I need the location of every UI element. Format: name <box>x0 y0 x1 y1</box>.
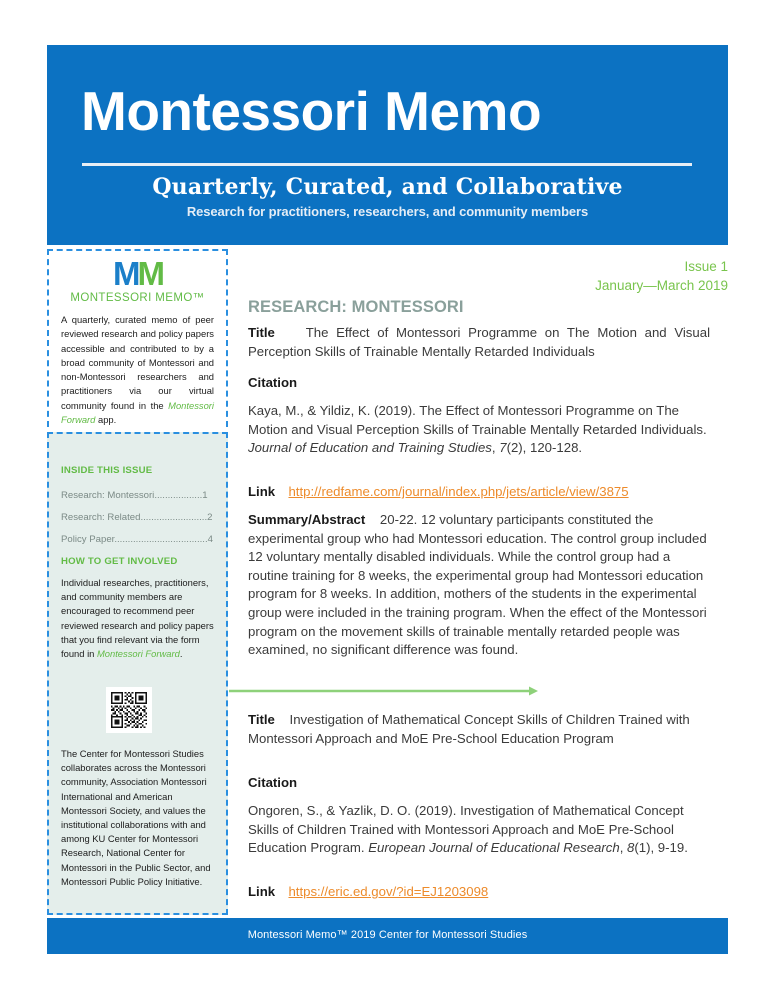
article-2-citation-head <box>248 775 710 790</box>
qr-code-icon <box>111 692 147 728</box>
citation-part-3: (1), 9-19. <box>634 840 688 856</box>
citation-volume: 7 <box>499 440 507 456</box>
issue-info <box>248 257 728 295</box>
toc-item-label: Research: Montessori <box>61 490 155 501</box>
article-link[interactable]: http://redfame.com/journal/index.php/jets/article/view/3875 <box>288 484 629 499</box>
involved-text-pre: Individual researches, practitioners, and community members are encouraged to recommend peer reviewed research and policy papers that you find relevant via the form found in <box>61 577 214 660</box>
summary-label: Summary/Abstract <box>248 512 366 527</box>
citation-journal: European Journal of Educational Research <box>368 840 620 856</box>
masthead-divider-rule <box>82 163 692 166</box>
toc-heading: INSIDE THIS ISSUE <box>61 465 153 476</box>
article-2-title-row <box>248 711 710 748</box>
get-involved-text <box>61 576 217 661</box>
logo-wordmark: MONTESSORI MEMO™ <box>70 292 205 304</box>
article-title-text: The Effect of Montessori Programme on The Motion and Visual Perception Skills of Trainable Mentally Retarded Individuals <box>248 325 710 359</box>
toc-list <box>61 485 216 551</box>
article-title-text: Investigation of Mathematical Concept Skills of Children Trained with Montessori Approach and MoE Pre-School Education Program <box>248 712 690 746</box>
citation-text <box>248 402 710 458</box>
article-1-title-row <box>248 324 710 361</box>
toc-item[interactable] <box>61 485 216 507</box>
citation-journal: Journal of Education and Training Studies <box>248 440 492 456</box>
article-title-line <box>248 324 710 361</box>
link-label: Link <box>248 884 276 899</box>
sidebar <box>47 249 228 915</box>
citation-part-1: Kaya, M., & Yildiz, K. (2019). The Effect of Montessori Programme on The Motion and Visual Perception Skills of Trainable Mentally Retarded Individuals. <box>248 403 707 437</box>
toc-item[interactable] <box>61 507 216 529</box>
publication-tagline: Quarterly, Curated, and Collaborative <box>152 174 623 200</box>
section-heading: RESEARCH: MONTESSORI <box>248 298 464 316</box>
page-footer <box>47 918 728 954</box>
footer-text: Montessori Memo™ 2019 Center for Montessori Studies <box>247 929 528 941</box>
title-label: Title <box>248 325 275 340</box>
toc-item-label: Research: Related <box>61 512 141 523</box>
about-text-emphasis: Montessori Forward <box>61 399 214 426</box>
involved-text-emphasis: Montessori Forward <box>96 648 180 660</box>
citation-label: Citation <box>248 375 298 390</box>
link-label: Link <box>248 484 276 499</box>
toc-item-dots: ......................... <box>140 512 208 523</box>
article-title-line <box>248 711 710 748</box>
logo-mark <box>47 257 228 290</box>
logo <box>47 257 228 304</box>
citation-part-2: , <box>619 840 628 856</box>
toc-item[interactable] <box>61 529 216 551</box>
article-1-summary <box>248 511 710 660</box>
citation-text <box>248 802 710 858</box>
title-label: Title <box>248 712 275 727</box>
logo-mark-right: M <box>137 255 162 292</box>
citation-part-1: Ongoren, S., & Yazlik, D. O. (2019). Investigation of Mathematical Concept Skills of Children Trained with Montessori Approach and MoE Pre-School Education Program. <box>248 803 684 856</box>
center-description-text: The Center for Montessori Studies collaborates across the Montessori community, Association Montessori International and American Montessori Society, and values the institutional collaborations with and among KU Center for Montessori Research, National Center for Montessori in the Public Sector, and Montessori Public Policy Initiative. <box>61 748 211 887</box>
publication-title: Montessori Memo <box>81 80 542 142</box>
summary-text <box>248 511 710 660</box>
article-link[interactable]: https://eric.ed.gov/?id=EJ1203098 <box>288 884 489 899</box>
get-involved-heading: HOW TO GET INVOLVED <box>61 556 178 567</box>
toc-item-page: 4 <box>207 534 213 545</box>
toc-item-page: 2 <box>207 512 213 523</box>
toc-item-page: 1 <box>202 490 208 501</box>
toc-item-label: Policy Paper <box>61 534 115 545</box>
citation-part-3: (2), 120-128. <box>506 440 583 456</box>
publication-subtagline: Research for practitioners, researchers, and community members <box>186 204 589 219</box>
masthead-banner <box>47 45 728 245</box>
citation-part-2: , <box>491 440 500 456</box>
involved-text-post: . <box>179 648 183 660</box>
citation-volume: 8 <box>627 840 635 856</box>
main-content <box>229 249 728 915</box>
sidebar-about-text <box>61 313 214 427</box>
article-1-citation-head <box>248 375 710 390</box>
toc-item-dots: .................. <box>154 490 203 501</box>
article-2-link-row <box>248 883 710 901</box>
article-1-citation-body <box>248 402 710 458</box>
issue-number: Issue 1 <box>684 259 728 274</box>
about-text-post: app. <box>95 414 117 426</box>
section-divider-arrow-icon <box>229 685 539 697</box>
article-2-citation-body <box>248 802 710 858</box>
article-1-link-row <box>248 483 710 501</box>
summary-body: 20-22. 12 voluntary participants constituted the experimental group who had Montessori education. The control group included 12 voluntary mentally disabled individuals. While the control group had a routine training for 8 weeks, the experimental group had Montessori education program for 8 weeks. In addition, mothers of the students in the experimental group were included in the training program. When the effect of the Montessori program on the movement skills of trainable mentally retarded people was examined, no significant difference was found. <box>248 512 707 658</box>
about-text-pre: A quarterly, curated memo of peer reviewed research and policy papers accessible and contributed to by a broad community of Montessori and non-Montessori researchers and practitioners via our virtual community found in the <box>61 314 214 411</box>
qr-code-container[interactable] <box>106 687 152 733</box>
logo-mark-left: M <box>113 255 138 292</box>
issue-date: January—March 2019 <box>595 278 728 293</box>
citation-label: Citation <box>248 775 298 790</box>
toc-item-dots: ................................... <box>114 534 208 545</box>
